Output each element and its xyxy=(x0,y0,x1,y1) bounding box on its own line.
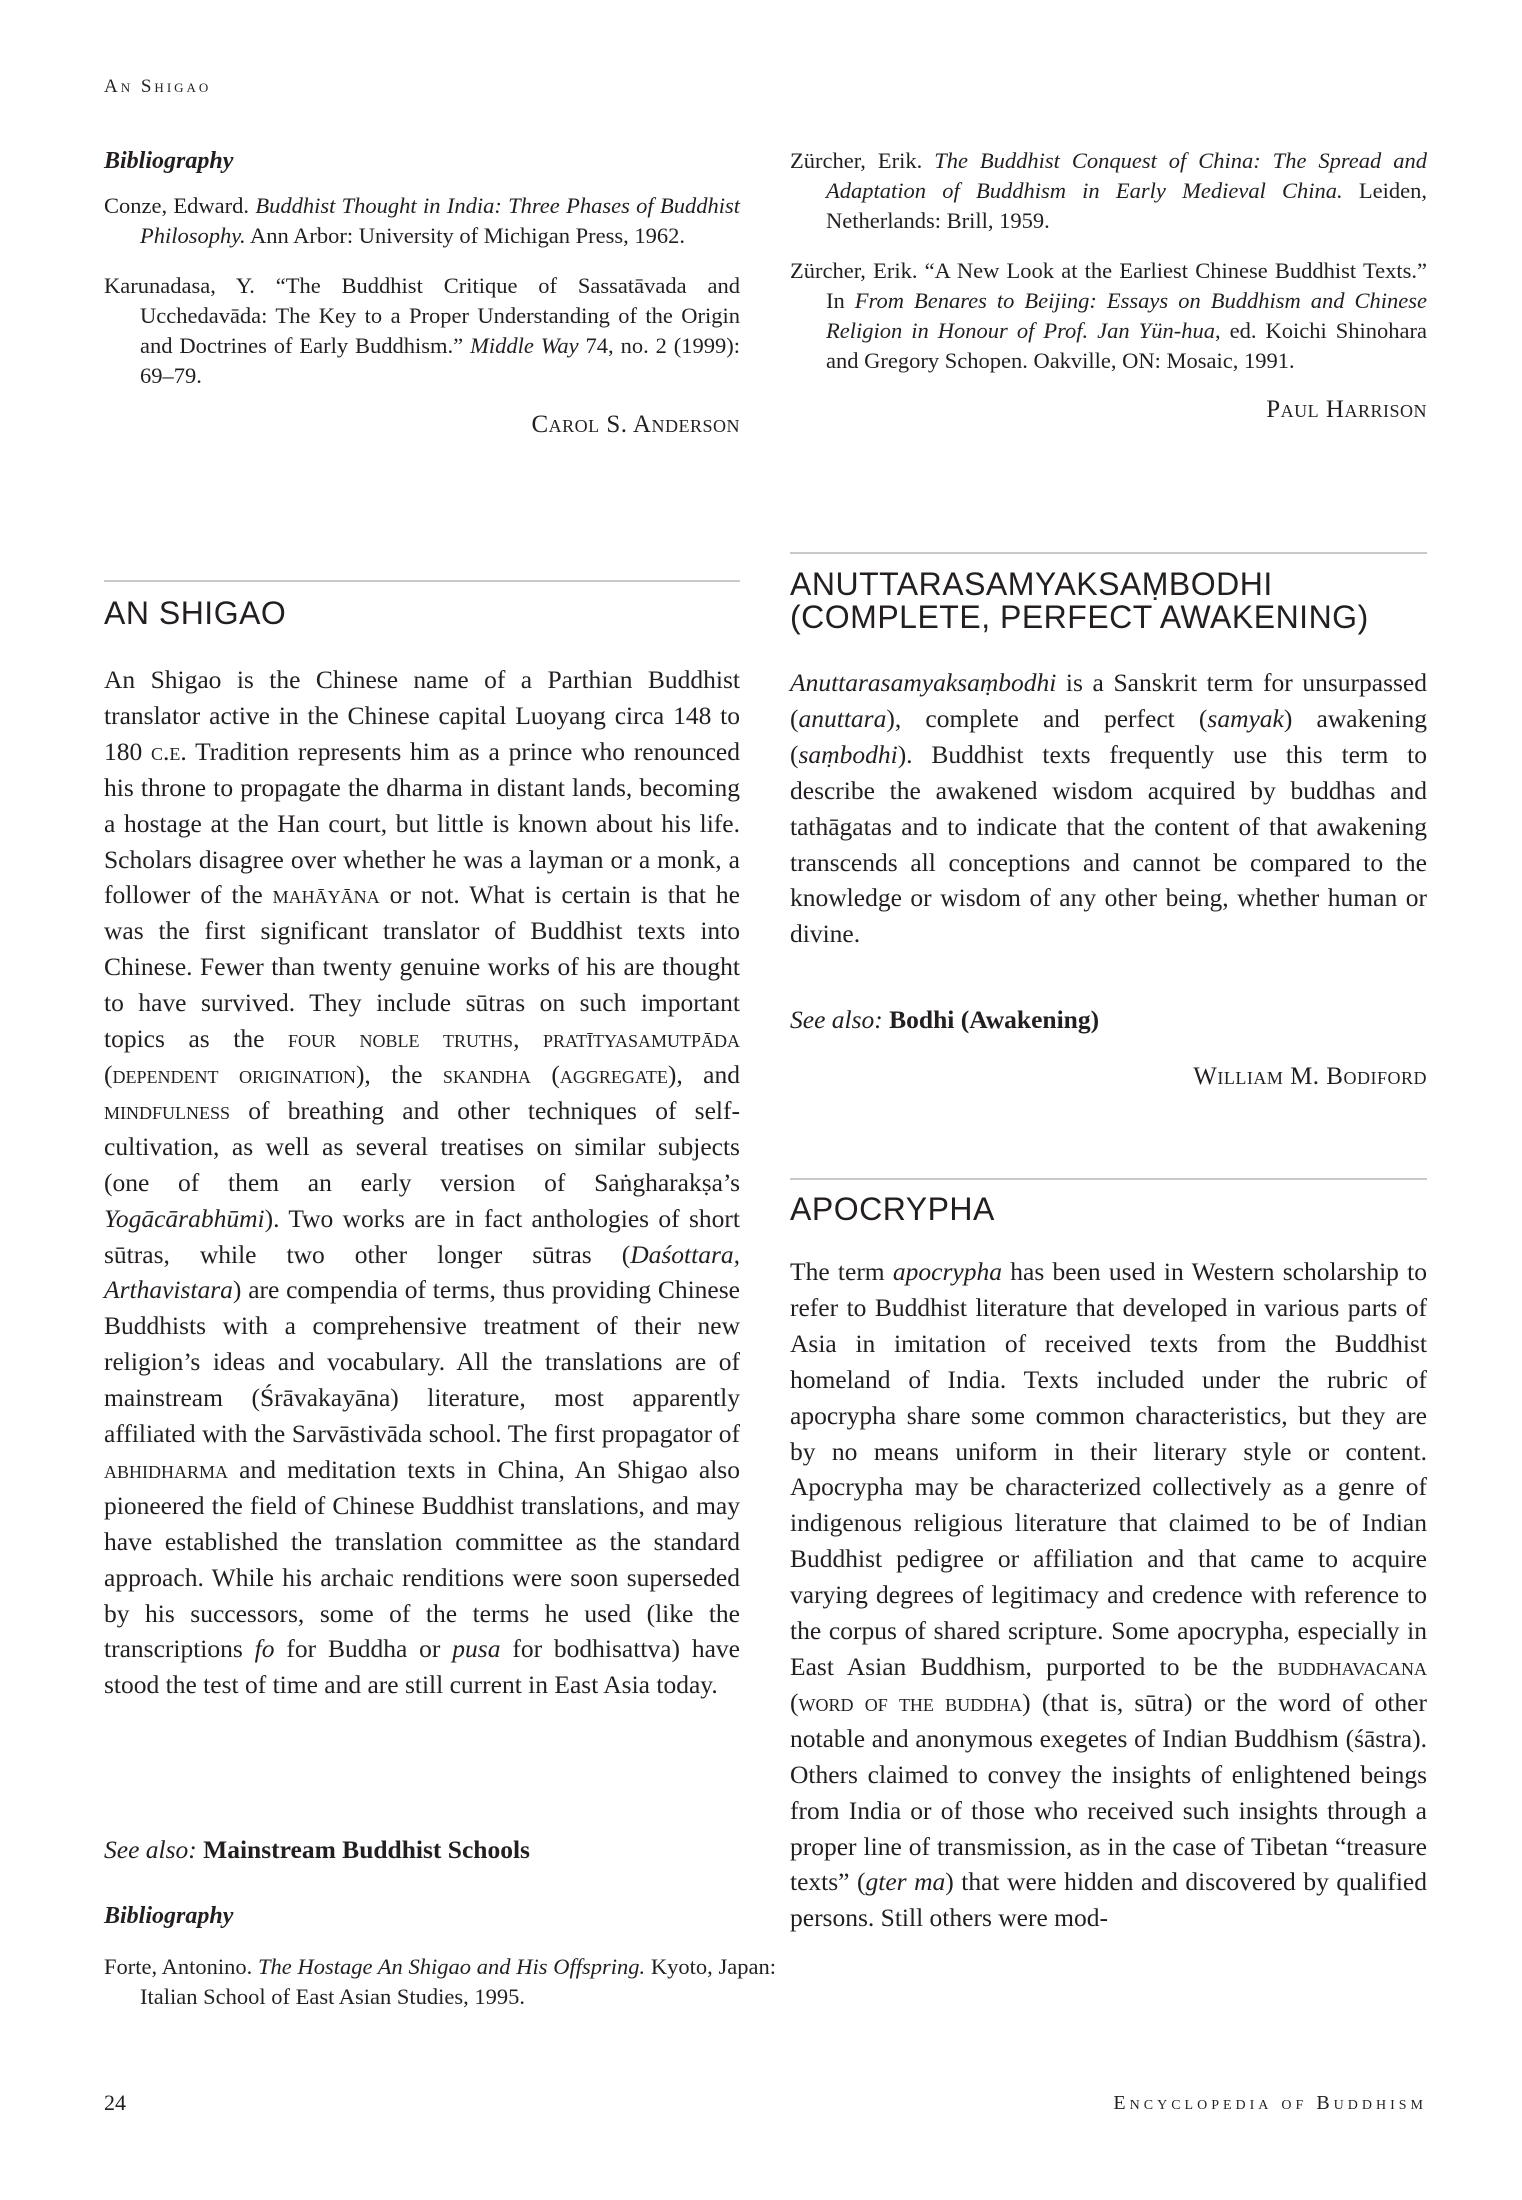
text-segment: and meditation texts in China, An Shigao also pioneered the field of Chinese Buddhist translations, and may have established the translation committee as the standard approach. While his archaic renditions were soon superseded by his successors, some of the terms he used (like the transcriptions xyxy=(104,1454,740,1664)
text-segment: ) (that is, sūtra) or the word of other notable and anonymous exegetes of Indian Buddhism (śāstra). Others claimed to convey the insights of enlightened beings from India or of those who received such insights through a proper line of transmission, as in the case of Tibetan “treasure texts” ( xyxy=(790,1687,1427,1897)
cross-reference: word of the buddha xyxy=(798,1687,1023,1717)
text-segment: Zürcher, Erik. xyxy=(790,148,935,173)
cross-reference: buddhavacana xyxy=(1277,1651,1427,1681)
cross-reference: skandha xyxy=(442,1059,531,1089)
text-segment: ( xyxy=(790,1687,799,1717)
bib-entry xyxy=(790,256,1427,376)
text-segment: Forte, Antonino. xyxy=(104,1954,258,1979)
title-line-1: ANUTTARASAMYAKSAṂBODHI xyxy=(790,566,1273,602)
text-segment: is a Sanskrit term for unsurpassed ( xyxy=(790,668,1427,733)
cross-reference: c.e. xyxy=(151,736,187,766)
italic-text: Yogācārabhūmi xyxy=(104,1203,265,1233)
right-top-bibliography xyxy=(790,146,1427,424)
text-segment: ) awakening ( xyxy=(790,703,1427,769)
bibliography-heading: Bibliography xyxy=(104,148,234,174)
title-line-2: (COMPLETE, PERFECT AWAKENING) xyxy=(790,599,1369,635)
text-segment: , ed. Koichi Shinohara and Gregory Schopen. Oakville, ON: Mosaic, 1991. xyxy=(826,318,1427,373)
bib-entry xyxy=(104,1952,776,2012)
see-also xyxy=(790,1002,1427,1038)
entry-author: Carol S. Anderson xyxy=(531,411,740,438)
italic-text: samyak xyxy=(1207,703,1284,733)
cross-reference: aggregate xyxy=(559,1059,668,1089)
entry-author: Paul Harrison xyxy=(1266,396,1427,423)
text-segment: has been used in Western scholarship to refer to Buddhist literature that developed in various parts of Asia in imitation of received texts from the Buddhist homeland of India. Texts included under the rubric of apocrypha share some common characteristics, but they are by no means uniform in their literary style or content. Apocrypha may be characterized collectively as a genre of indigenous religious literature that claimed to be of Indian Buddhist pedigree or affiliation and that came to acquire varying degrees of legitimacy and credence with reference to the corpus of shared scripture. Some apocrypha, especially in East Asian Buddhism, purported to be the xyxy=(790,1257,1428,1681)
bib-entry xyxy=(790,146,1427,236)
text-segment: ( xyxy=(530,1059,560,1089)
text-segment: for Buddha or xyxy=(274,1634,453,1664)
text-segment: An Shigao is the Chinese name of a Parthian Buddhist translator active in the Chinese capital Luoyang circa 148 to 180 xyxy=(104,665,740,766)
entry-title-apocrypha: APOCRYPHA xyxy=(790,1191,995,1227)
cross-reference: abhidharma xyxy=(104,1454,229,1484)
cross-reference: four noble truths xyxy=(287,1024,514,1054)
text-segment: Zürcher, Erik. “A New Look at the Earliest Chinese Buddhist Texts.” In xyxy=(790,258,1427,313)
entry-title-anuttarasamyaksambodhi xyxy=(790,568,1427,634)
text-segment: of breathing and other techniques of self-cultivation, as well as several treatises on similar subjects (one of them an early version of Saṅgharakṣa’s xyxy=(104,1095,740,1197)
section-divider xyxy=(104,580,740,582)
italic-text: saṃbodhi xyxy=(798,739,898,769)
text-segment: ), complete and perfect ( xyxy=(886,703,1208,733)
text-segment: ) that were hidden and discovered by qualified persons. Still others were mod- xyxy=(790,1867,1427,1933)
text-segment: ). Two works are in fact anthologies of short sūtras, while two other longer sūtras ( xyxy=(104,1203,740,1269)
text-segment: Karunadasa, Y. “The Buddhist Critique of Sassatāvada and Ucchedavāda: The Key to a Proper Understanding of the Origin and Doctrines of Early Buddhism.” xyxy=(104,273,740,358)
page-number: 24 xyxy=(104,2090,126,2115)
text-segment: 74, no. 2 (1999): 69–79. xyxy=(140,333,740,388)
text-segment: Conze, Edward. xyxy=(104,193,256,218)
text-segment: ). Buddhist texts frequently use this term to describe the awakened wisdom acquired by buddhas and tathāgatas and to indicate that the content of that awakening transcends all conceptions and cannot be compared to the knowledge or wisdom of any other being, whether human or divine. xyxy=(790,739,1427,949)
italic-text: Anuttarasamyaksaṃbodhi xyxy=(790,668,1057,697)
italic-text: anuttara xyxy=(798,703,887,733)
section-divider xyxy=(790,1178,1427,1180)
italic-text: From Benares to Beijing: Essays on Buddhism and Chinese Religion in Honour of Prof. Jan Yün-hua xyxy=(826,288,1427,343)
text-segment: for bodhisattva) have stood the test of time and are still current in East Asia today. xyxy=(104,1634,740,1700)
book-title: Encyclopedia of Buddhism xyxy=(1113,2092,1427,2114)
section-divider xyxy=(790,552,1427,554)
running-head: An Shigao xyxy=(104,76,212,97)
entry-title-an-shigao: AN SHIGAO xyxy=(104,595,287,631)
text-segment: ), and xyxy=(667,1059,740,1089)
bib-entry xyxy=(104,191,740,251)
prev-entry-bibliography xyxy=(104,148,740,439)
see-also-link[interactable]: Mainstream Buddhist Schools xyxy=(203,1835,530,1864)
text-segment: Ann Arbor: University of Michigan Press, 1962. xyxy=(245,223,685,248)
cross-reference: mahāyāna xyxy=(272,880,380,910)
text-segment: ( xyxy=(104,1059,113,1089)
cross-reference: mindfulness xyxy=(104,1095,231,1125)
entry-author: William M. Bodiford xyxy=(1193,1063,1427,1090)
see-also xyxy=(104,1832,740,1868)
cross-reference: dependent origination xyxy=(112,1059,356,1089)
italic-text: Middle Way xyxy=(470,333,579,358)
italic-text: Daśottara, Arthavistara xyxy=(104,1239,740,1305)
see-also-label: See also: xyxy=(790,1005,883,1034)
bibliography-heading: Bibliography xyxy=(104,1903,234,1929)
italic-text: The Buddhist Conquest of China: The Spread and Adaptation of Buddhism in Early Medieval China. xyxy=(826,148,1427,203)
italic-text: fo xyxy=(254,1634,275,1664)
text-segment: ) are compendia of terms, thus providing Chinese Buddhists with a comprehensive treatment of their new religion’s ideas and vocabulary. All the translations are of mainstream (Śrāvakayāna) literature, most apparently affiliated with the Sarvāstivāda school. The first propagator of xyxy=(104,1275,740,1449)
text-segment: The term xyxy=(790,1257,893,1286)
see-also-label: See also: xyxy=(104,1835,197,1864)
text-segment: , xyxy=(513,1024,543,1054)
italic-text: pusa xyxy=(452,1634,501,1664)
text-segment: Tradition represents him as a prince who renounced his throne to propagate the dharma in distant lands, becoming a hostage at the Han court, but little is known about his life. Scholars disagree over whether he was a layman or a monk, a follower of the xyxy=(104,736,740,910)
text-segment: ), the xyxy=(355,1059,443,1089)
an-shigao-body xyxy=(104,662,740,1703)
apocrypha-body xyxy=(790,1254,1427,1936)
italic-text: Buddhist Thought in India: Three Phases of Buddhist Philosophy. xyxy=(140,193,740,248)
anuttara-body xyxy=(790,665,1427,952)
cross-reference: pratītyasamutpāda xyxy=(542,1024,741,1054)
bib-entry xyxy=(104,271,740,391)
text-segment: or not. What is certain is that he was the first significant translator of Buddhist texts into Chinese. Fewer than twenty genuine works of his are thought to have survived. They include sūtras on such important topics as the xyxy=(104,880,741,1054)
italic-text: gter ma xyxy=(865,1867,946,1897)
text-segment: Kyoto, Japan: Italian School of East Asian Studies, 1995. xyxy=(140,1954,776,2009)
text-segment: Leiden, Netherlands: Brill, 1959. xyxy=(826,178,1428,233)
italic-text: The Hostage An Shigao and His Offspring. xyxy=(257,1954,646,1979)
see-also-link[interactable]: Bodhi (Awakening) xyxy=(889,1005,1100,1034)
italic-text: apocrypha xyxy=(892,1257,1002,1286)
